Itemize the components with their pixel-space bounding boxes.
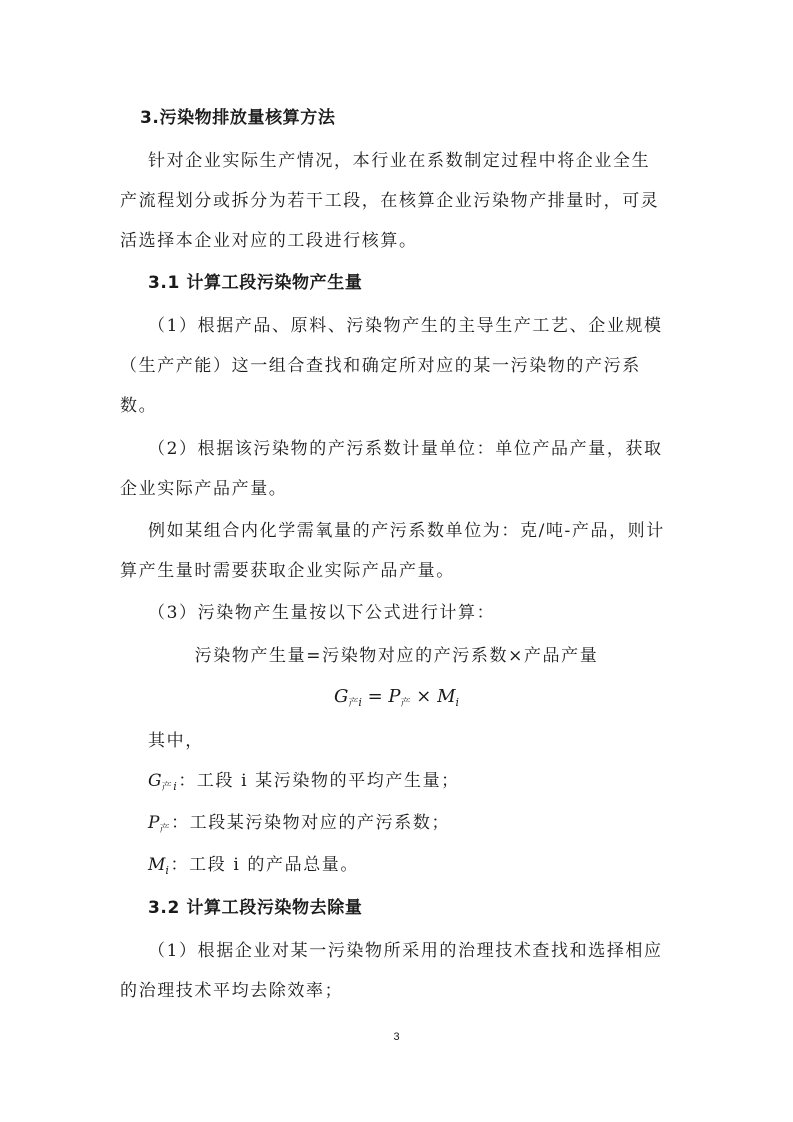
definition-m: $M_i$：工段 i 的产品总量。 — [148, 855, 359, 877]
paragraph-line: （3）污染物产生量按以下公式进行计算： — [148, 603, 496, 623]
formula — [0, 686, 793, 715]
paragraph-line: 针对企业实际生产情况，本行业在系数制定过程中将企业全生 — [148, 151, 651, 171]
paragraph-line: 算产生量时需要获取企业实际产品产量。 — [120, 561, 455, 581]
where-label: 其中， — [148, 731, 204, 751]
paragraph-line: 数。 — [120, 396, 158, 416]
paragraph-line: 企业实际产品产量。 — [120, 479, 288, 499]
paragraph-line: 产流程划分或拆分为若干工段，在核算企业污染物产排量时，可灵 — [120, 191, 660, 211]
paragraph-line: （生产产能）这一组合查找和确定所对应的某一污染物的产污系 — [120, 356, 641, 376]
formula-m-sub-i: i — [455, 696, 460, 709]
formula-p: P — [388, 686, 401, 707]
formula-text: 污染物产生量=污染物对应的产污系数×产品产量 — [194, 646, 599, 666]
formula-equals: = — [361, 686, 389, 707]
formula-m: M — [437, 686, 456, 707]
page-number: 3 — [393, 1031, 400, 1043]
paragraph-line: 的治理技术平均去除效率； — [120, 981, 344, 1001]
definition-p: $P_产$：工段某污染物对应的产污系数； — [148, 813, 451, 835]
paragraph-line: （2）根据该污染物的产污系数计量单位：单位产品产量，获取 — [148, 439, 663, 459]
paragraph-line: 活选择本企业对应的工段进行核算。 — [120, 231, 418, 251]
formula-g: G — [333, 686, 349, 707]
formula-g-sub-i: i — [358, 696, 362, 709]
formula-g-sub-cn: 产 — [348, 698, 359, 709]
section-3-heading: 3.污染物排放量核算方法 — [140, 108, 336, 128]
definition-g: $G_{产i}$：工段 i 某污染物的平均产生量； — [148, 771, 460, 793]
paragraph-line: （1）根据企业对某一污染物所采用的治理技术查找和选择相应 — [148, 941, 663, 961]
paragraph-line: （1）根据产品、原料、污染物产生的主导生产工艺、企业规模 — [148, 316, 663, 336]
section-3-1-heading: 3.1 计算工段污染物产生量 — [148, 273, 363, 293]
paragraph-line: 例如某组合内化学需氧量的产污系数单位为：克/吨-产品，则计 — [148, 521, 665, 541]
section-3-2-heading: 3.2 计算工段污染物去除量 — [148, 898, 363, 918]
formula-times: × — [410, 686, 438, 707]
formula-p-sub-cn: 产 — [400, 698, 411, 709]
